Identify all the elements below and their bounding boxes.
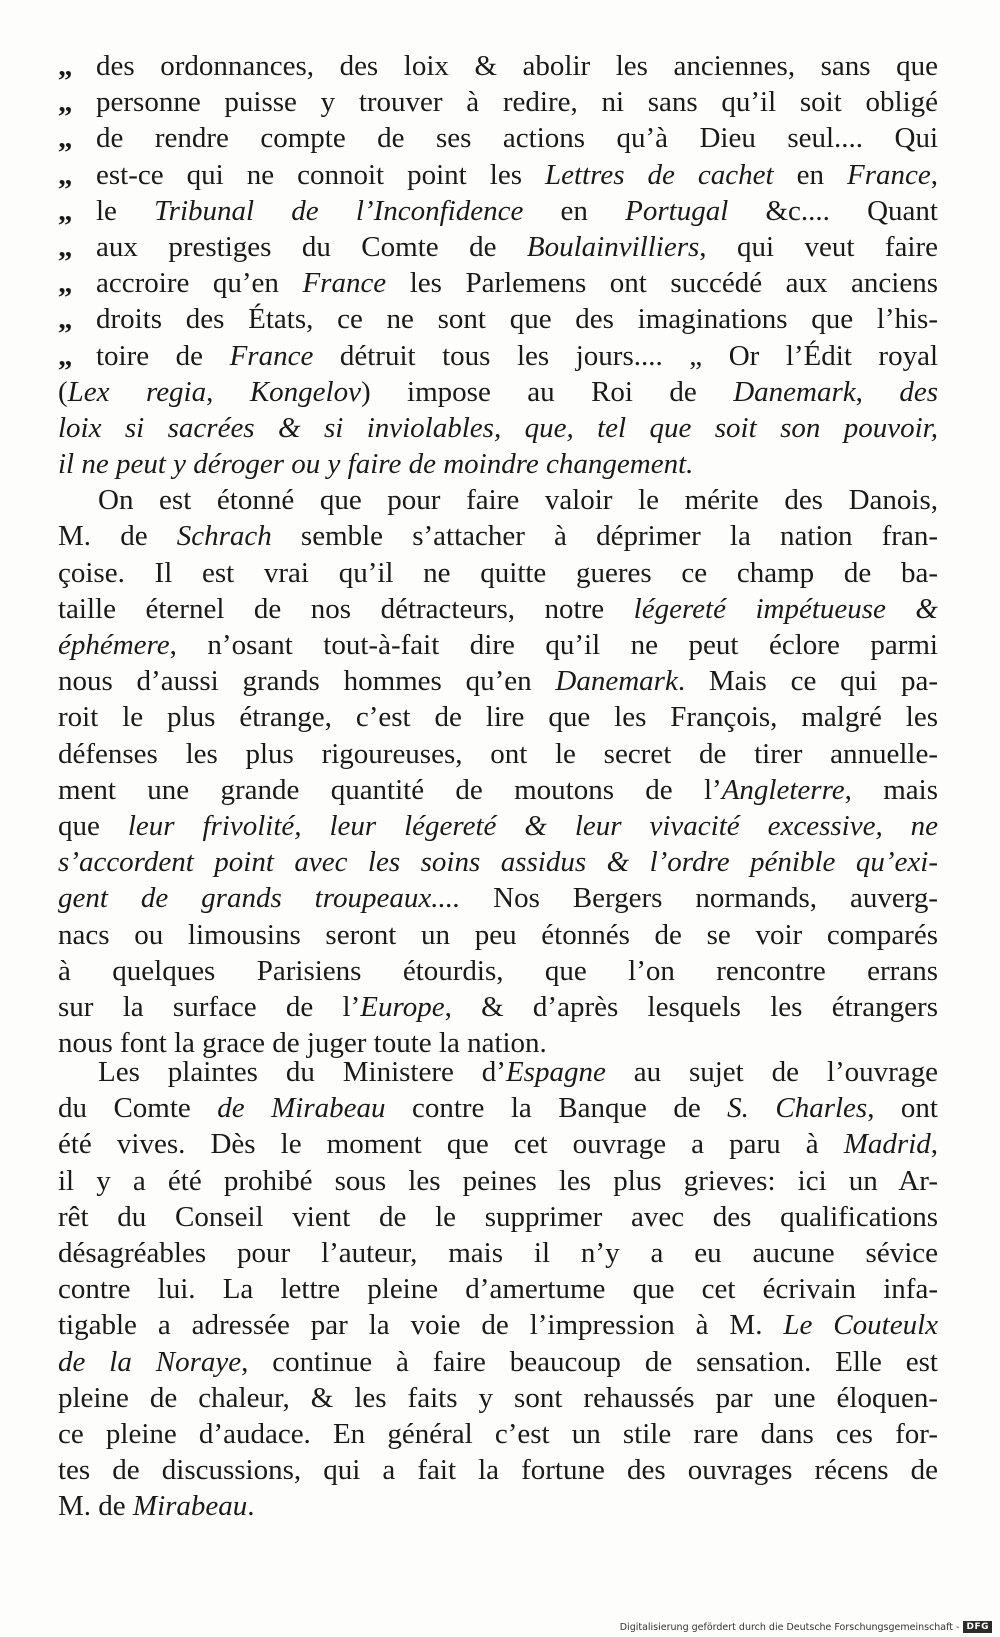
- text-line: [58, 410, 938, 446]
- italic-run: Lettres de cachet: [545, 158, 774, 191]
- text-run: à quelques Parisiens étourdis, que l’on rencontre errans: [58, 954, 938, 987]
- text-run: çoise. Il est vrai qu’il ne quitte gueres ce champ de ba-: [58, 556, 938, 589]
- text-run: pleine de chaleur, & les faits y sont rehaussés par une éloquen-: [58, 1381, 938, 1414]
- text-run: M. de: [58, 520, 177, 553]
- text-line: [58, 1380, 938, 1416]
- text-run: accroire qu’en: [96, 267, 303, 300]
- text-run: des ordonnances, des loix & abolir les anciennes, sans que: [96, 50, 938, 82]
- italic-run: gent de grands troupeaux....: [58, 882, 461, 915]
- italic-run: éphémere: [58, 629, 170, 661]
- text-run: , ont: [867, 1092, 938, 1125]
- text-run: toire de: [96, 339, 230, 372]
- text-line: [58, 1344, 938, 1380]
- text-line: [58, 772, 938, 808]
- text-run: au sujet de l’ouvrage: [605, 1056, 938, 1088]
- text-line: [58, 1488, 938, 1524]
- text-run: nacs ou limousins seront un peu étonnés de se voir comparés: [58, 918, 938, 951]
- text-run: détruit tous les jours.... „ Or l’Édit royal: [313, 339, 939, 372]
- text-run: nous font la grace de juger toute la nation.: [58, 1027, 547, 1060]
- text-run: en: [773, 158, 847, 191]
- text-line: [58, 229, 938, 265]
- text-line: [58, 193, 938, 229]
- text-run: contre lui. La lettre pleine d’amertume que cet écrivain infa-: [58, 1273, 938, 1306]
- quote-mark: „: [58, 158, 73, 191]
- text-run: , continue à faire beaucoup de sensation. Elle est: [241, 1345, 938, 1378]
- text-line: [58, 157, 938, 193]
- text-line: [58, 808, 938, 844]
- italic-run: Le Couteulx: [783, 1309, 938, 1342]
- text-line: [58, 482, 938, 518]
- text-line: [58, 374, 938, 410]
- italic-run: loix si sacrées & si inviolables, que, tel que soit son pouvoir,: [58, 411, 938, 444]
- text-line: [58, 518, 938, 554]
- text-block-upper: [58, 48, 938, 1061]
- text-line: [58, 84, 938, 120]
- italic-run: de la Noraye: [58, 1345, 242, 1378]
- text-line: [58, 844, 938, 880]
- text-run: , qui veut faire: [699, 230, 938, 263]
- quote-mark: „: [58, 267, 73, 300]
- text-line: [58, 663, 938, 699]
- text-line: [58, 446, 938, 482]
- text-run: Nos Bergers normands, auverg-: [460, 882, 938, 915]
- text-run: . Mais ce qui pa-: [677, 665, 938, 698]
- text-run: &c.... Quant: [728, 194, 938, 227]
- text-run: M. de: [58, 1490, 133, 1523]
- italic-run: Kongelov: [249, 375, 361, 408]
- text-run: ,: [930, 1128, 938, 1161]
- italic-run: Danemark: [555, 665, 678, 698]
- italic-run: Lex regia: [67, 375, 207, 408]
- text-line: [58, 48, 938, 84]
- italic-run: légereté impétueuse &: [633, 592, 938, 625]
- italic-run: S. Charles: [727, 1092, 868, 1125]
- text-run: taille éternel de nos détracteurs, notre: [58, 592, 634, 625]
- quote-mark: „: [58, 339, 73, 372]
- text-run: nous d’aussi grands hommes qu’en: [58, 665, 556, 698]
- text-run: sur la surface de l’: [58, 990, 361, 1023]
- text-run: les Parlemens ont succédé aux anciens: [386, 267, 938, 300]
- text-run: ,: [206, 375, 250, 408]
- text-run: .: [247, 1490, 255, 1523]
- text-run: aux prestiges du Comte de: [96, 230, 527, 263]
- text-run: roit le plus étrange, c’est de lire que les François, malgré les: [58, 701, 938, 734]
- text-run: le: [96, 194, 155, 227]
- text-run: ment une grande quantité de moutons de l’: [58, 773, 722, 806]
- italic-run: de Mirabeau: [217, 1092, 386, 1125]
- text-run: que: [58, 809, 128, 842]
- text-run: Les plaintes du Ministere d’: [98, 1056, 506, 1088]
- italic-run: il ne peut y déroger ou y faire de moindre changement.: [58, 448, 694, 481]
- text-run: semble s’attacher à déprimer la nation fran-: [271, 520, 938, 553]
- text-run: défenses les plus rigoureuses, ont le secret de tirer annuelle-: [58, 737, 938, 770]
- text-line: [58, 1452, 938, 1488]
- text-run: en: [523, 194, 626, 227]
- text-line: [58, 699, 938, 735]
- text-line: [58, 120, 938, 156]
- paragraph-danois: [58, 482, 938, 1061]
- text-line: [58, 1307, 938, 1343]
- text-line: [58, 591, 938, 627]
- text-line: [58, 1235, 938, 1271]
- text-line: [58, 953, 938, 989]
- text-run: est-ce qui ne connoit point les: [96, 158, 545, 191]
- text-line: [58, 880, 938, 916]
- text-run: , mais: [844, 773, 939, 806]
- paragraph-quotation: [58, 48, 938, 482]
- text-run: de rendre compte de ses actions qu’à Dieu seul.... Qui: [96, 122, 938, 155]
- text-run: contre la Banque de: [385, 1092, 728, 1125]
- italic-run: Tribunal de l’Inconfidence: [154, 194, 524, 227]
- text-run: tes de discussions, qui a fait la fortune des ouvrages récens de: [58, 1454, 938, 1487]
- text-line: [58, 1126, 938, 1162]
- quote-mark: „: [58, 50, 73, 82]
- italic-run: Schrach: [176, 520, 272, 553]
- italic-run: France: [229, 339, 314, 372]
- italic-run: Portugal: [625, 194, 729, 227]
- quote-mark: „: [58, 86, 73, 119]
- text-line: [58, 1199, 938, 1235]
- text-run: désagréables pour l’auteur, mais il n’y a eu aucune sévice: [58, 1236, 938, 1269]
- quote-mark: „: [58, 194, 73, 227]
- italic-run: Madrid: [843, 1128, 931, 1161]
- text-line: [58, 338, 938, 374]
- text-line: [58, 1054, 938, 1090]
- text-run: du Comte: [58, 1092, 218, 1125]
- text-run: (: [58, 375, 68, 408]
- text-line: [58, 555, 938, 591]
- italic-run: France: [302, 267, 387, 300]
- digitization-footer: [620, 1621, 992, 1633]
- text-line: [58, 265, 938, 301]
- italic-run: Mirabeau: [132, 1490, 248, 1523]
- text-run: rêt du Conseil vient de le supprimer avec des qualifications: [58, 1200, 938, 1233]
- quote-mark: „: [58, 230, 73, 263]
- footer-credit: Digitalisierung gefördert durch die Deutsche Forschungsgemeinschaft -: [619, 1621, 960, 1633]
- italic-run: Espagne: [505, 1056, 606, 1088]
- text-line: [58, 627, 938, 663]
- text-line: [58, 1271, 938, 1307]
- quote-mark: „: [58, 303, 73, 336]
- paragraph-espagne: [58, 1054, 938, 1524]
- italic-run: Angleterre: [721, 773, 845, 806]
- text-run: été vives. Dès le moment que cet ouvrage a paru à: [58, 1128, 844, 1161]
- italic-run: Europe: [360, 990, 445, 1023]
- text-line: [58, 736, 938, 772]
- italic-run: Danemark: [733, 375, 856, 408]
- text-block-lower: [58, 1054, 938, 1524]
- italic-run: s’accordent point avec les soins assidus & l’ordre pénible qu’exi-: [58, 846, 938, 879]
- text-run: droits des États, ce ne sont que des imaginations que l’his-: [96, 303, 938, 336]
- quote-mark: „: [58, 122, 73, 155]
- text-run: , & d’après lesquels les étrangers: [444, 990, 938, 1023]
- italic-run: des: [899, 375, 938, 408]
- text-run: ,: [855, 375, 900, 408]
- text-line: [58, 1163, 938, 1199]
- text-line: [58, 1416, 938, 1452]
- italic-run: Boulainvilliers: [526, 230, 700, 263]
- text-line: [58, 301, 938, 337]
- text-run: ) impose au Roi de: [360, 375, 734, 408]
- text-run: , n’osant tout-à-fait dire qu’il ne peut éclore parmi: [169, 629, 938, 661]
- text-run: On est étonné que pour faire valoir le mérite des Danois,: [98, 484, 938, 517]
- text-line: [58, 1090, 938, 1126]
- text-run: il y a été prohibé sous les peines les plus grieves: ici un Ar-: [58, 1164, 938, 1197]
- text-run: personne puisse y trouver à redire, ni sans qu’il soit obligé: [96, 86, 938, 119]
- italic-run: leur frivolité, leur légereté & leur vivacité excessive, ne: [127, 809, 938, 842]
- text-line: [58, 989, 938, 1025]
- text-run: ce pleine d’audace. En général c’est un stile rare dans ces for-: [58, 1417, 938, 1450]
- text-run: tigable a adressée par la voie de l’impression à M.: [58, 1309, 784, 1342]
- italic-run: France: [847, 158, 931, 191]
- text-line: [58, 917, 938, 953]
- dfg-logo: DFG: [963, 1621, 992, 1633]
- text-run: ,: [930, 158, 938, 191]
